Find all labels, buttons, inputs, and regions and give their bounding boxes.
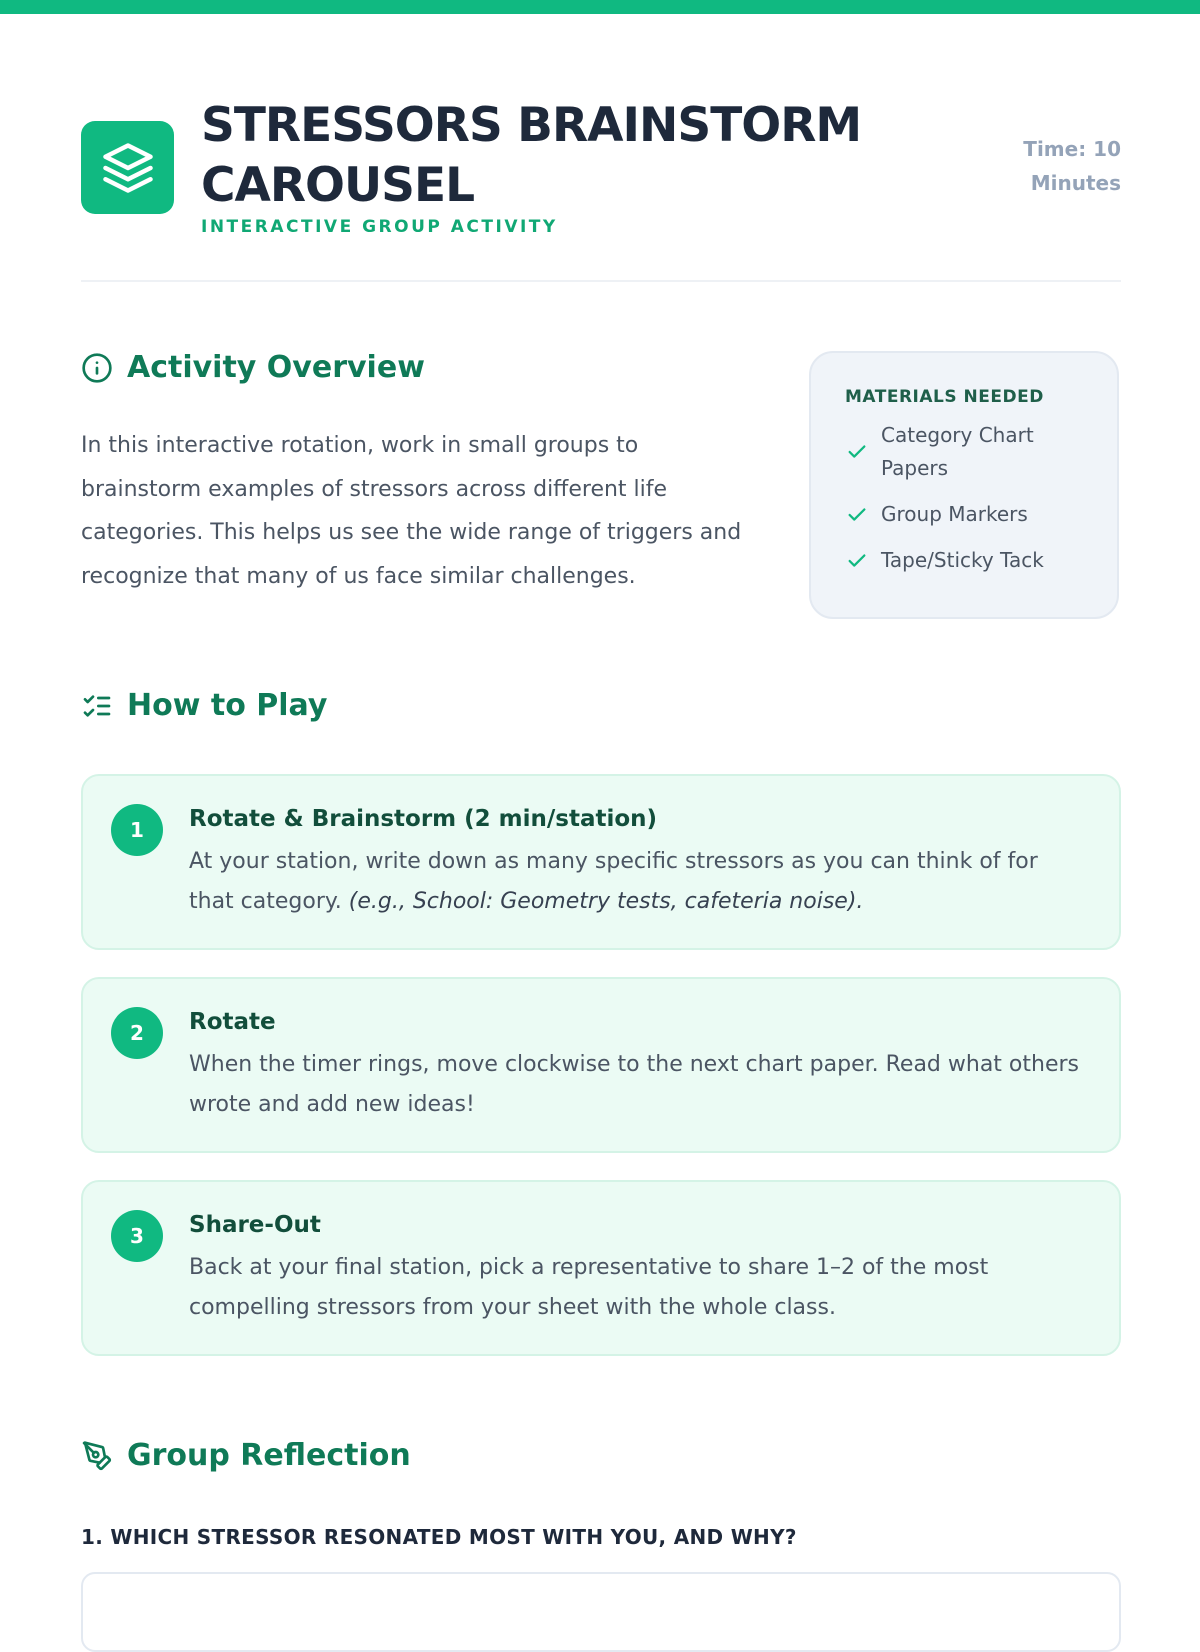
materials-title: MATERIALS NEEDED — [845, 387, 1044, 407]
step-number: 3 — [111, 1210, 163, 1262]
info-icon — [81, 352, 113, 384]
materials-card — [809, 351, 1119, 619]
step-number: 2 — [111, 1007, 163, 1059]
check-icon — [845, 498, 869, 531]
top-accent-bar — [0, 0, 1200, 14]
materials-item — [845, 544, 1087, 577]
step-number: 1 — [111, 804, 163, 856]
step-card — [81, 1180, 1121, 1356]
layers-icon — [81, 121, 174, 214]
overview-heading — [81, 350, 425, 385]
step-card — [81, 977, 1121, 1153]
check-icon — [845, 544, 869, 577]
page-title: STRESSORS BRAINSTORM CAROUSEL — [201, 98, 862, 213]
step-title: Rotate — [189, 1009, 276, 1035]
reflection-answer-field[interactable] — [81, 1572, 1121, 1652]
reflection-question: 1. WHICH STRESSOR RESONATED MOST WITH YOU, AND WHY? — [81, 1525, 797, 1549]
step-description: When the timer rings, move clockwise to the next chart paper. Read what others wrote and add new ideas! — [189, 1052, 1079, 1117]
how-to-play-heading — [81, 688, 327, 723]
materials-item-label: Group Markers — [881, 502, 1028, 526]
check-icon — [845, 419, 869, 485]
overview-heading-text: Activity Overview — [127, 350, 425, 385]
step-example: (e.g., School: Geometry tests, cafeteria noise). — [348, 889, 864, 914]
materials-item-label: Tape/Sticky Tack — [881, 548, 1044, 572]
step-title: Share-Out — [189, 1212, 321, 1238]
header-divider — [81, 280, 1121, 282]
pen-tool-icon — [81, 1440, 113, 1472]
time-label: Time: 10 Minutes — [1023, 137, 1121, 195]
how-to-play-heading-text: How to Play — [127, 688, 328, 723]
step-title: Rotate & Brainstorm (2 min/station) — [189, 806, 658, 832]
step-description: Back at your final station, pick a representative to share 1–2 of the most compelling stressors from your sheet with the whole class. — [189, 1255, 989, 1320]
page-subtitle: INTERACTIVE GROUP ACTIVITY — [201, 217, 558, 237]
checklist-icon — [81, 690, 113, 722]
materials-item-label: Category Chart Papers — [881, 423, 1034, 480]
reflection-heading-text: Group Reflection — [127, 1438, 411, 1473]
overview-text: In this interactive rotation, work in small groups to brainstorm examples of stressors across different life categories. This helps us see the wide range of triggers and recognize that many of us face similar challenges. — [81, 433, 742, 589]
reflection-heading — [81, 1438, 411, 1473]
materials-list — [845, 419, 1087, 577]
page-header — [81, 96, 1121, 246]
materials-item — [845, 419, 1087, 485]
step-description — [189, 842, 1089, 922]
step-text: At your station, write down as many specific stressors as you can think of for that category. — [189, 849, 1038, 914]
step-card — [81, 774, 1121, 950]
materials-item — [845, 498, 1087, 531]
